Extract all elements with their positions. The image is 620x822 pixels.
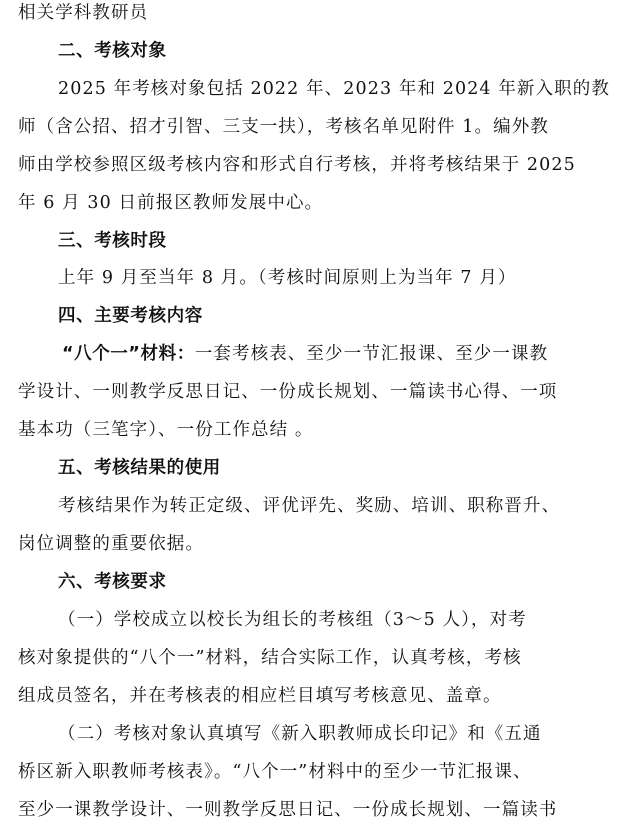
text-line: 2025 年考核对象包括 2022 年、2023 年和 2024 年新入职的教 bbox=[58, 79, 610, 99]
eight-items-label: “八个一”材料： bbox=[62, 344, 195, 364]
section-heading-period: 三、考核时段 bbox=[58, 231, 167, 251]
text-line: 师（含公招、招才引智、三支一扶），考核名单见附件 1。编外教 bbox=[18, 117, 549, 137]
text-line: 师由学校参照区级考核内容和形式自行考核，并将考核结果于 2025 bbox=[18, 155, 576, 175]
text-line: 上年 9 月至当年 8 月。（考核时间原则上为当年 7 月） bbox=[58, 268, 517, 288]
section-heading-requirements: 六、考核要求 bbox=[58, 572, 167, 592]
text-line: 核对象提供的“八个一”材料，结合实际工作，认真考核，考核 bbox=[18, 648, 522, 668]
text-line: 桥区新入职教师考核表》。“八个一”材料中的至少一节汇报课、 bbox=[18, 762, 532, 782]
section-heading-content: 四、主要考核内容 bbox=[58, 306, 203, 326]
eight-items-text: 一套考核表、至少一节汇报课、至少一课教 bbox=[194, 344, 549, 364]
text-line: 组成员签名，并在考核表的相应栏目填写考核意见、盖章。 bbox=[18, 686, 502, 706]
text-line: 年 6 月 30 日前报区教师发展中心。 bbox=[18, 193, 324, 213]
text-line: 相关学科教研员 bbox=[18, 3, 149, 23]
text-line: 考核结果作为转正定级、评优评先、奖励、培训、职称晋升、 bbox=[58, 496, 561, 516]
text-line: （二）考核对象认真填写《新入职教师成长印记》和《五通 bbox=[58, 724, 542, 744]
text-line: （一）学校成立以校长为组长的考核组（3～5 人），对考 bbox=[58, 610, 527, 630]
text-line: 学设计、一则教学反思日记、一份成长规划、一篇读书心得、一项 bbox=[18, 382, 558, 402]
text-line: 岗位调整的重要依据。 bbox=[18, 534, 204, 554]
text-line: 至少一课教学设计、一则教学反思日记、一份成长规划、一篇读书 bbox=[18, 800, 558, 820]
text-line: 基本功（三笔字）、一份工作总结 。 bbox=[18, 420, 314, 440]
section-heading-targets: 二、考核对象 bbox=[58, 41, 167, 61]
section-heading-results-use: 五、考核结果的使用 bbox=[58, 458, 221, 478]
text-line-with-bold-lead bbox=[62, 342, 620, 366]
